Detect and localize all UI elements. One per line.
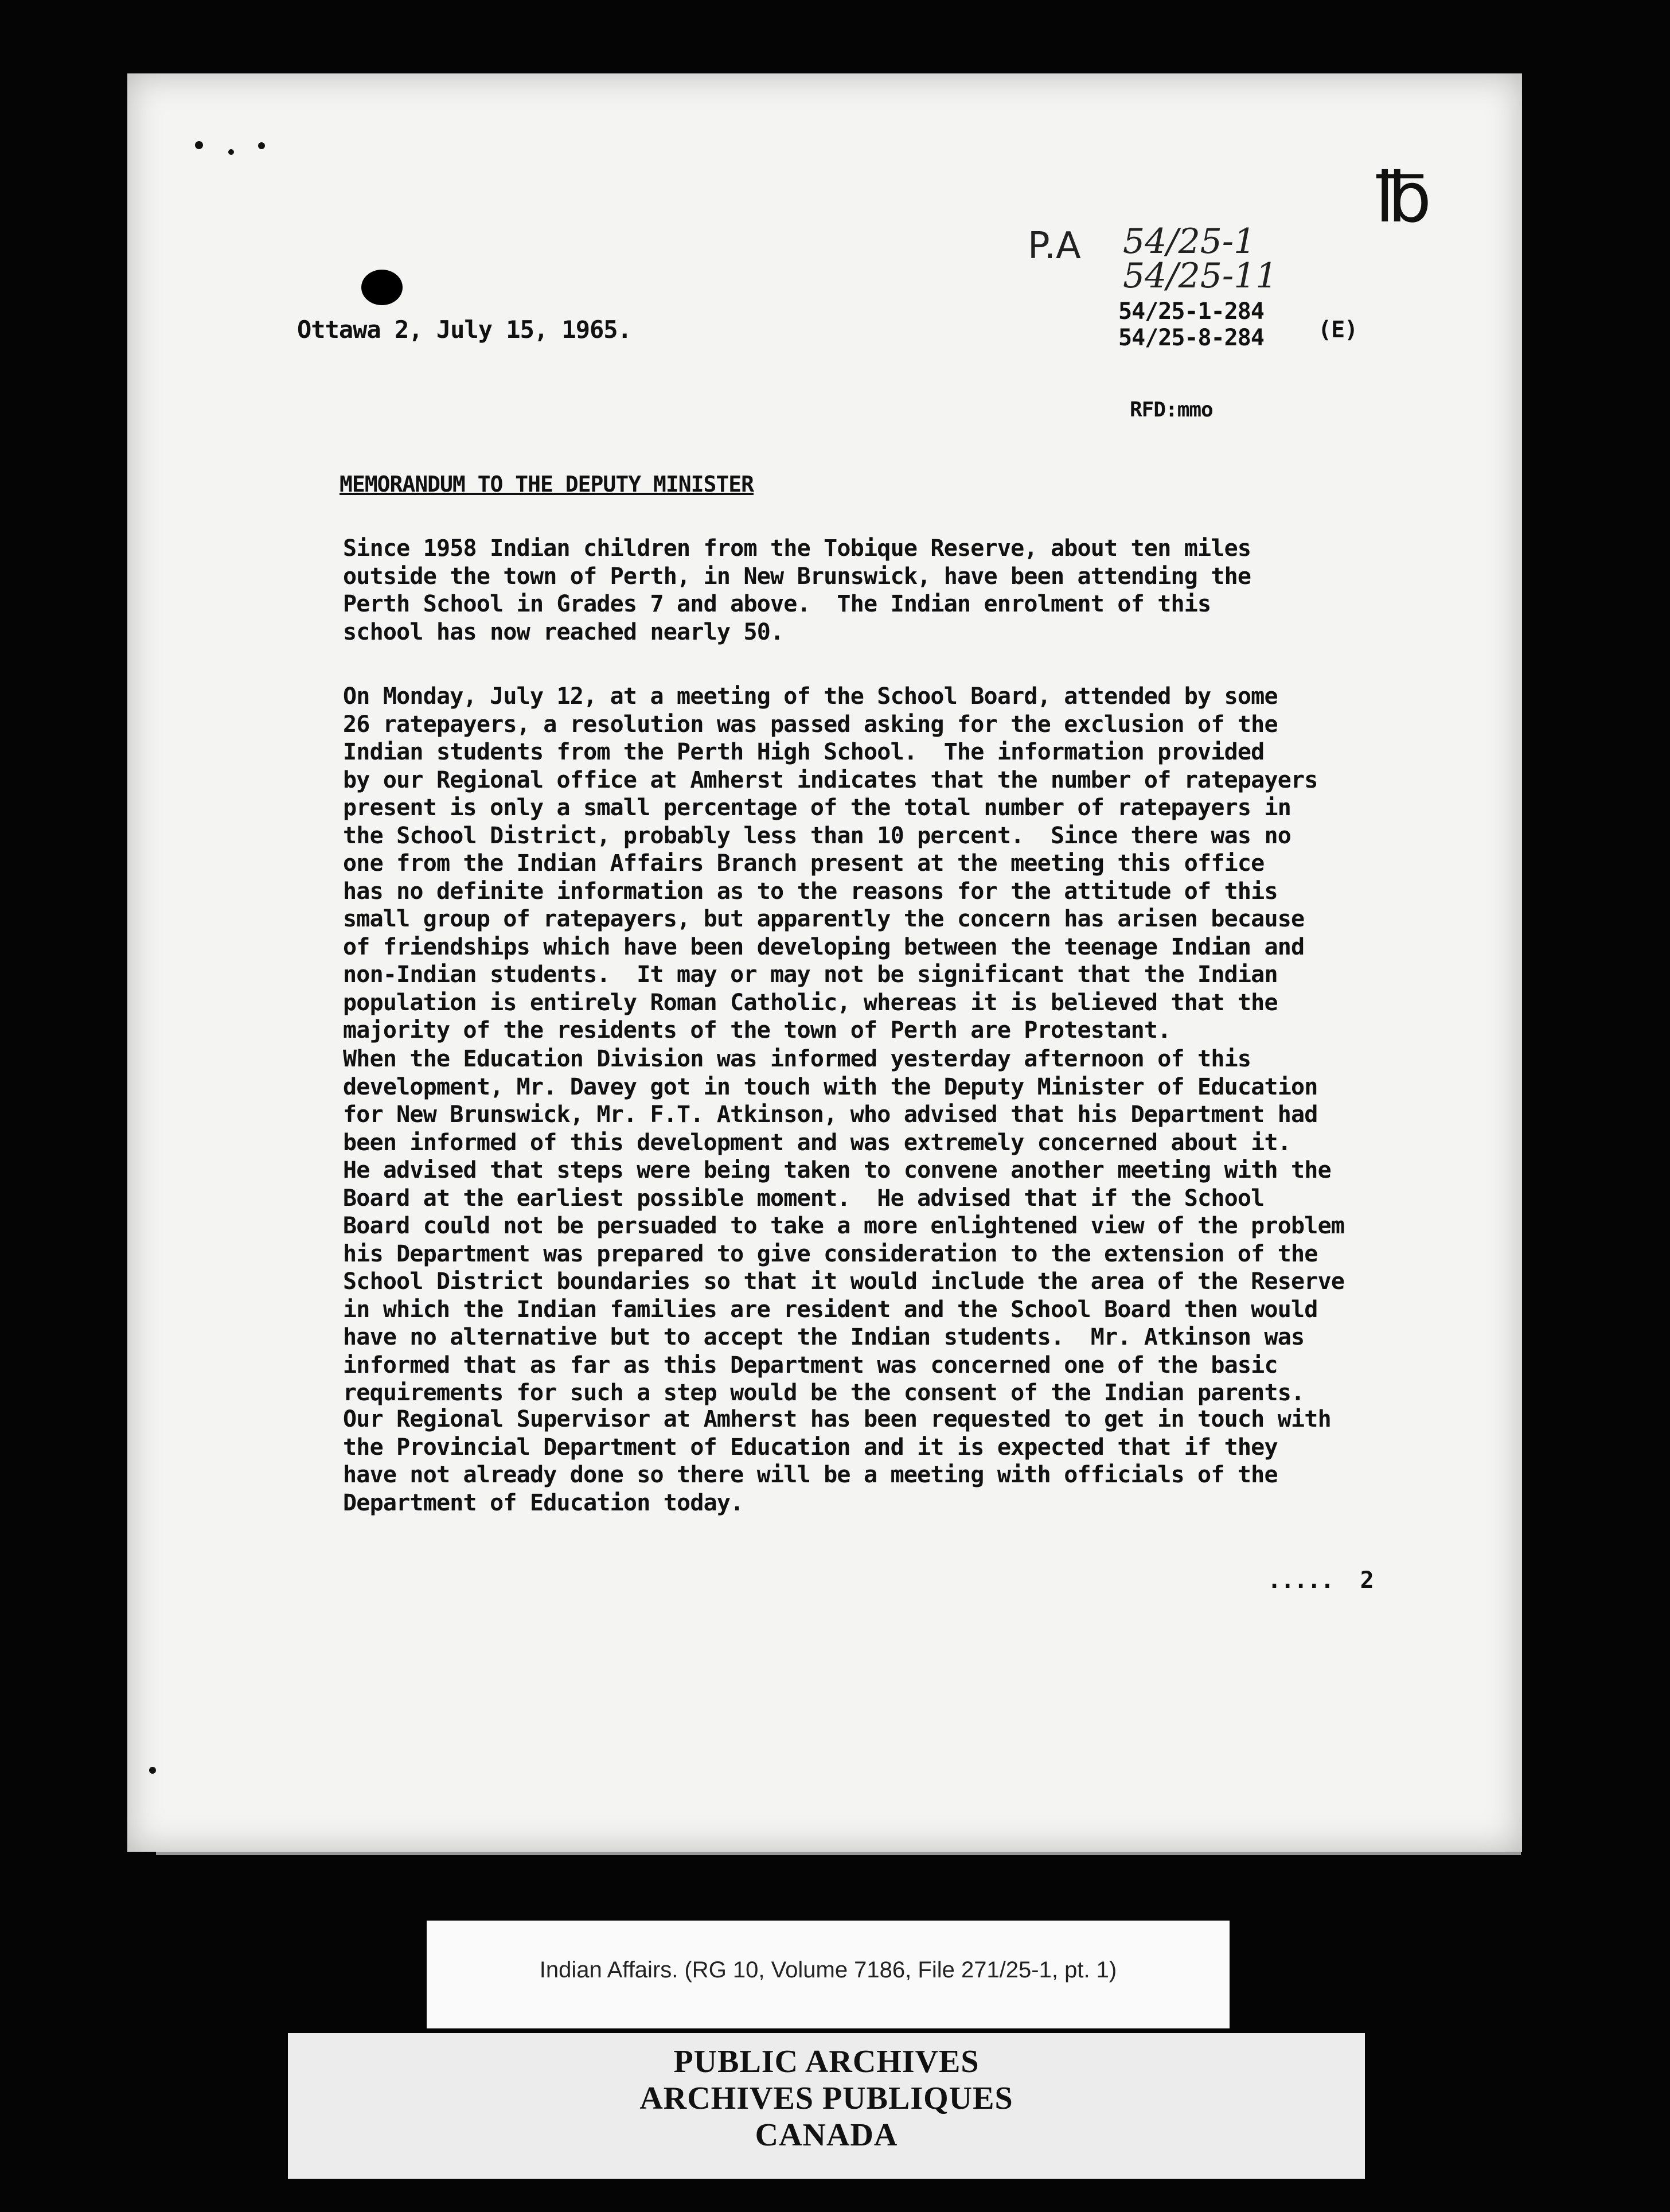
text-line: Indian students from the Perth High School. The information provided — [343, 739, 1265, 765]
citation-text: Indian Affairs. (RG 10, Volume 7186, File 271/25-1, pt. 1) — [539, 1957, 1117, 1983]
handwritten-pa: P.A — [1028, 225, 1081, 267]
archive-stamp — [288, 2033, 1365, 2179]
text-line: of friendships which have been developing between the teenage Indian and — [343, 933, 1305, 960]
text-line: informed that as far as this Department was concerned one of the basic — [343, 1352, 1278, 1378]
ink-speck — [258, 142, 265, 149]
text-line: 26 ratepayers, a resolution was passed asking for the exclusion of the — [343, 711, 1278, 738]
text-line: small group of ratepayers, but apparently the concern has arisen because — [343, 906, 1305, 932]
paragraph-1 — [343, 535, 1410, 646]
text-line: one from the Indian Affairs Branch present at the meeting this office — [343, 850, 1265, 877]
text-line: non-Indian students. It may or may not be significant that the Indian — [343, 961, 1278, 988]
archive-line-french: ARCHIVES PUBLIQUES — [639, 2081, 1013, 2116]
page-continuation: ..... 2 — [1267, 1567, 1374, 1594]
text-line: for New Brunswick, Mr. F.T. Atkinson, who advised that his Department had — [343, 1101, 1318, 1128]
text-line: in which the Indian families are resident and the School Board then would — [343, 1296, 1318, 1323]
text-line: present is only a small percentage of the total number of ratepayers in — [343, 795, 1291, 821]
text-line: Department of Education today. — [343, 1489, 744, 1516]
ink-blot — [361, 270, 403, 305]
text-line: his Department was prepared to give consideration to the extension of the — [343, 1240, 1318, 1267]
text-line: has no definite information as to the reasons for the attitude of this — [343, 878, 1278, 905]
text-line: school has now reached nearly 50. — [343, 618, 784, 645]
text-line: population is entirely Roman Catholic, whereas it is believed that the — [343, 989, 1278, 1016]
ink-speck — [149, 1767, 156, 1774]
text-line: Perth School in Grades 7 and above. The Indian enrolment of this — [343, 591, 1211, 617]
archive-line-english: PUBLIC ARCHIVES — [673, 2044, 980, 2079]
ink-speck — [195, 141, 203, 149]
text-line: outside the town of Perth, in New Brunswick, have been attending the — [343, 563, 1251, 590]
paragraph-4 — [343, 1405, 1410, 1517]
text-line: requirements for such a step would be the consent of the Indian parents. — [343, 1380, 1305, 1406]
corner-handwritten-mark: ℔ — [1375, 158, 1432, 238]
text-line: majority of the residents of the town of Perth are Protestant. — [343, 1017, 1171, 1043]
text-line: He advised that steps were being taken to convene another meeting with the — [343, 1157, 1331, 1183]
text-line: have not already done so there will be a meeting with officials of the — [343, 1462, 1278, 1488]
citation-label — [427, 1921, 1230, 2028]
text-line: by our Regional office at Amherst indicates that the number of ratepayers — [343, 766, 1318, 793]
file-ref-1: 54/25-1-284 — [1118, 298, 1264, 325]
text-line: been informed of this development and was extremely concerned about it. — [343, 1129, 1291, 1156]
paragraph-2 — [343, 683, 1410, 1045]
file-ref-2: 54/25-8-284 — [1118, 325, 1264, 351]
text-line: Board at the earliest possible moment. He advised that if the School — [343, 1185, 1265, 1212]
handwritten-ref-2: 54/25-11 — [1123, 256, 1278, 296]
language-code: (E) — [1318, 317, 1358, 343]
text-line: have no alternative but to accept the Indian students. Mr. Atkinson was — [343, 1324, 1305, 1350]
text-line: School District boundaries so that it would include the area of the Reserve — [343, 1268, 1345, 1295]
handwritten-ref-1: 54/25-1 — [1123, 221, 1256, 262]
text-line: development, Mr. Davey got in touch with the Deputy Minister of Education — [343, 1073, 1318, 1100]
text-line: Our Regional Supervisor at Amherst has been requested to get in touch with — [343, 1406, 1331, 1432]
text-line: Board could not be persuaded to take a more enlightened view of the problem — [343, 1213, 1345, 1239]
initials: RFD:mmo — [1130, 398, 1213, 422]
memo-page — [127, 73, 1522, 1852]
text-line: When the Education Division was informed yesterday afternoon of this — [343, 1046, 1251, 1072]
ink-speck — [228, 149, 234, 155]
paragraph-3 — [343, 1045, 1410, 1407]
text-line: the School District, probably less than 10 percent. Since there was no — [343, 822, 1291, 849]
archive-line-country: CANADA — [755, 2117, 898, 2153]
text-line: On Monday, July 12, at a meeting of the School Board, attended by some — [343, 683, 1278, 710]
text-line: the Provincial Department of Education and it is expected that if they — [343, 1434, 1278, 1461]
date-line: Ottawa 2, July 15, 1965. — [297, 316, 631, 344]
text-line: Since 1958 Indian children from the Tobique Reserve, about ten miles — [343, 535, 1251, 562]
memo-title: MEMORANDUM TO THE DEPUTY MINISTER — [340, 472, 754, 497]
